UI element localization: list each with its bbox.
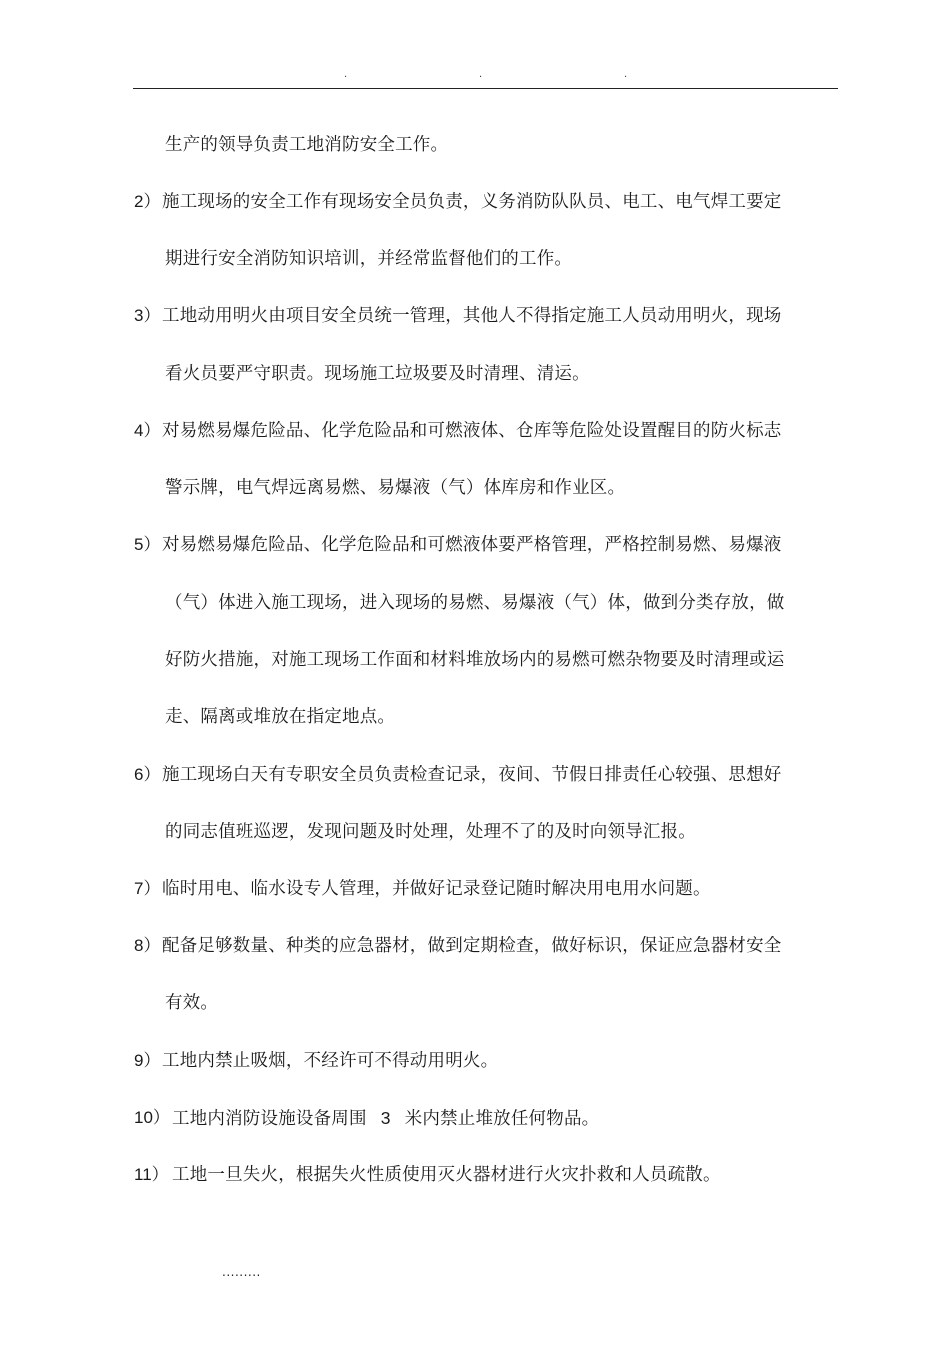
item-number: 11） <box>134 1165 169 1184</box>
item-number: 2） <box>134 192 161 211</box>
item-number: 9） <box>134 1051 161 1070</box>
footer-dots: ......... <box>222 1265 261 1279</box>
item-number: 5） <box>134 535 161 554</box>
item-text-line: （气）体进入施工现场，进入现场的易燃、易爆液（气）体，做到分类存放，做 <box>165 593 785 613</box>
item-number: 6） <box>134 765 161 784</box>
item-text-line: 工地动用明火由项目安全员统一管理，其他人不得指定施工人员动用明火，现场 <box>162 306 782 326</box>
item-text-line: 有效。 <box>165 993 219 1013</box>
header-dots <box>0 70 950 84</box>
item-text-line: 工地内禁止吸烟，不经许可不得动用明火。 <box>162 1051 499 1071</box>
item-text-line: 期进行安全消防知识培训，并经常监督他们的工作。 <box>165 249 573 269</box>
item-text-line: 临时用电、临水设专人管理，并做好记录登记随时解决用电用水问题。 <box>162 879 711 899</box>
item-text-line: 施工现场的安全工作有现场安全员负责，义务消防队队员、电工、电气焊工要定 <box>162 192 782 212</box>
item-text-line: 走、隔离或堆放在指定地点。 <box>165 707 396 727</box>
item-text-line: 配备足够数量、种类的应急器材，做到定期检查，做好标识，保证应急器材安全 <box>162 936 782 956</box>
item-text-line <box>172 1107 599 1130</box>
item-text-line: 看火员要严守职责。现场施工垃圾要及时清理、清运。 <box>165 364 590 384</box>
item-number: 3） <box>134 306 161 325</box>
item-number: 10） <box>134 1108 170 1127</box>
header-dot: . <box>479 69 483 80</box>
item-text-line: 对易燃易爆危险品、化学危险品和可燃液体、仓库等危险处设置醒目的防火标志 <box>162 421 782 441</box>
item-text-line: 工地一旦失火，根据失火性质使用灭火器材进行火灾扑救和人员疏散。 <box>172 1165 721 1185</box>
item-text-line: 警示牌，电气焊远离易燃、易爆液（气）体库房和作业区。 <box>165 478 626 498</box>
inline-number: 3 <box>380 1108 391 1128</box>
item-text-line: 的同志值班巡逻，发现问题及时处理，处理不了的及时向领导汇报。 <box>165 822 696 842</box>
header-dot: . <box>624 69 628 80</box>
header-dot: . <box>344 69 348 80</box>
item-text-after-number: 米内禁止堆放任何物品。 <box>404 1109 600 1129</box>
intro-continuation: 生产的领导负责工地消防安全工作。 <box>165 135 449 155</box>
item-number: 8） <box>134 936 161 955</box>
header-rule <box>133 88 838 89</box>
item-text-line: 施工现场白天有专职安全员负责检查记录，夜间、节假日排责任心较强、思想好 <box>162 765 782 785</box>
item-text-line: 好防火措施，对施工现场工作面和材料堆放场内的易燃可燃杂物要及时清理或运 <box>165 650 785 670</box>
item-number: 7） <box>134 879 161 898</box>
item-text-line: 对易燃易爆危险品、化学危险品和可燃液体要严格管理，严格控制易燃、易爆液 <box>162 535 782 555</box>
item-number: 4） <box>134 421 161 440</box>
item-text-before-number: 工地内消防设施设备周围 <box>172 1109 367 1129</box>
